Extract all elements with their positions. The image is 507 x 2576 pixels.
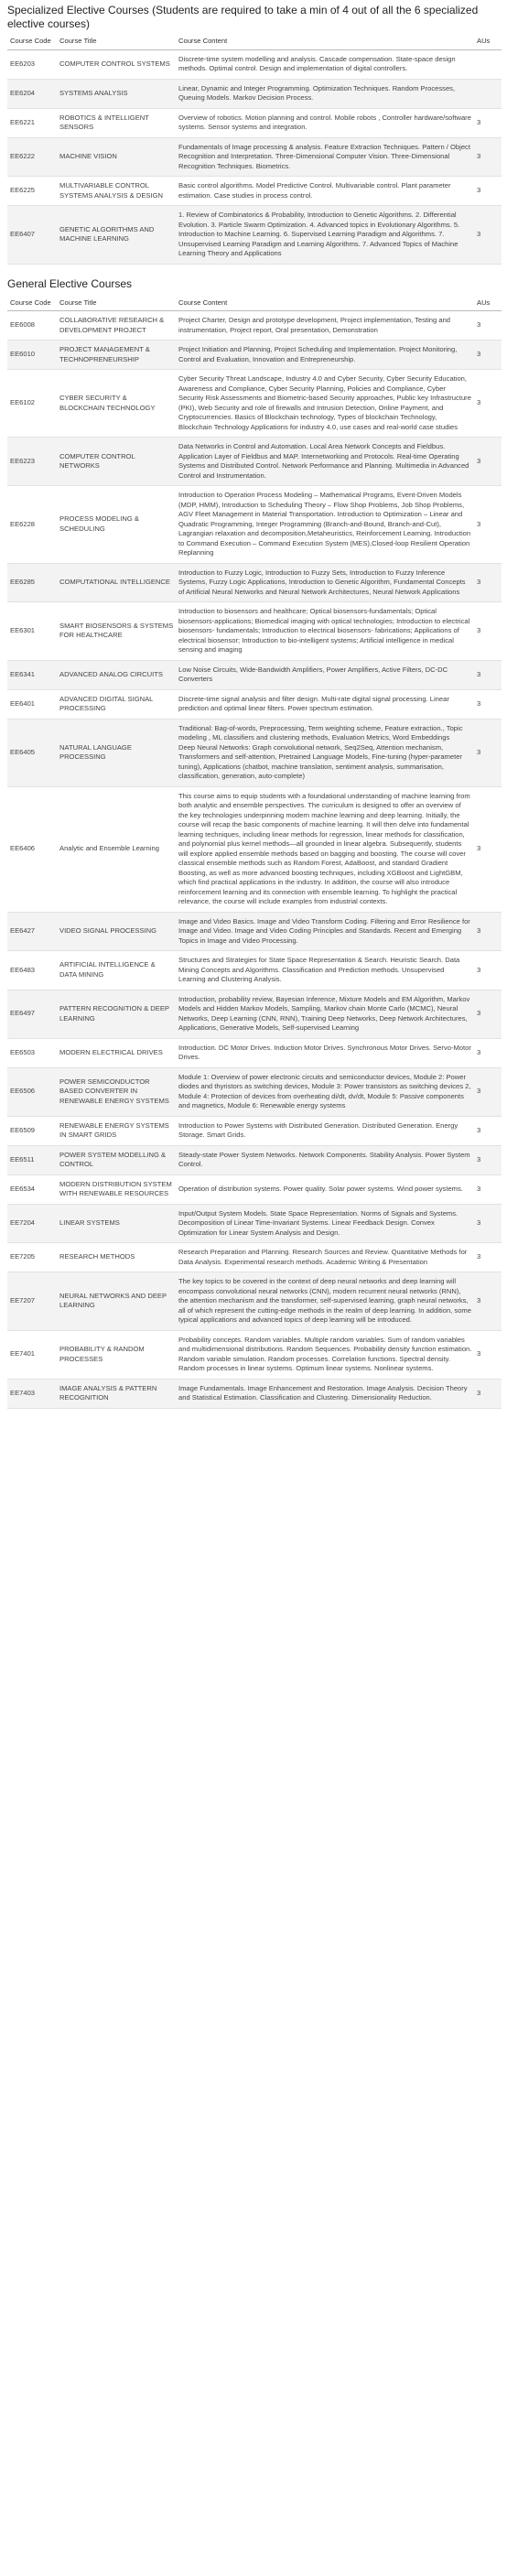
table-row [7, 660, 502, 689]
course-content-cell: Data Networks in Control and Automation. Local Area Network Concepts and Fieldbus. Application Layer of Fieldbus and MAP. Internetworking and Protocols. Real-time Operating Systems and Distributed Control. Network Performance and Planning. Multimedia in Advanced Control and Instrumentation. [176, 438, 474, 486]
course-title-cell: NEURAL NETWORKS AND DEEP LEARNING [57, 1272, 176, 1331]
course-content-cell: Low Noise Circuits, Wide-Bandwidth Amplifiers, Power Amplifiers, Active Filters, DC-DC Converters [176, 660, 474, 689]
course-code-cell: EE6301 [7, 602, 57, 661]
table-header-row [7, 35, 502, 49]
table-row [7, 1272, 502, 1331]
course-code-cell: EE6511 [7, 1145, 57, 1174]
course-code-cell: EE6228 [7, 486, 57, 564]
course-code-cell: EE6203 [7, 49, 57, 79]
course-title-cell: PROCESS MODELING & SCHEDULING [57, 486, 176, 564]
course-content-cell: Image Fundamentals. Image Enhancement and Restoration. Image Analysis. Decision Theory and Statistical Estimation. Classification and Clustering. Dimensionality Reduction. [176, 1379, 474, 1408]
table-row [7, 563, 502, 602]
course-title-cell: CYBER SECURITY & BLOCKCHAIN TECHNOLOGY [57, 370, 176, 438]
course-title-cell: MODERN ELECTRICAL DRIVES [57, 1038, 176, 1067]
course-aus-cell: 3 [474, 486, 502, 564]
header-course-title: Course Title [57, 35, 176, 49]
course-code-cell: EE6401 [7, 689, 57, 719]
table-row [7, 689, 502, 719]
table-row [7, 1330, 502, 1379]
course-code-cell: EE6010 [7, 341, 57, 370]
course-aus-cell: 3 [474, 719, 502, 786]
course-code-cell: EE7401 [7, 1330, 57, 1379]
course-code-cell: EE7204 [7, 1204, 57, 1243]
course-code-cell: EE6503 [7, 1038, 57, 1067]
course-aus-cell: 3 [474, 177, 502, 206]
course-content-cell: Project Initiation and Planning, Project Scheduling and Implementation. Project Monitoring, Control and Evaluation, Innovation and Entrepreneurship. [176, 341, 474, 370]
course-content-cell: Structures and Strategies for State Space Representation & Search. Heuristic Search. Data Mining Concepts and Algorithms. Classification and Prediction methods. Unsupervised Learning and Clustering Analysis. [176, 951, 474, 990]
specialized-electives-body [7, 49, 502, 264]
course-aus-cell: 3 [474, 912, 502, 951]
table-row [7, 1204, 502, 1243]
course-code-cell: EE6225 [7, 177, 57, 206]
table-row [7, 1379, 502, 1408]
course-code-cell: EE6008 [7, 311, 57, 341]
course-title-cell: ADVANCED DIGITAL SIGNAL PROCESSING [57, 689, 176, 719]
table-row [7, 1116, 502, 1145]
course-aus-cell: 3 [474, 1379, 502, 1408]
table-row [7, 438, 502, 486]
header-course-content: Course Content [176, 297, 474, 311]
course-content-cell: Introduction. DC Motor Drives. Induction Motor Drives. Synchronous Motor Drives. Servo-Motor Drives. [176, 1038, 474, 1067]
course-content-cell: Discrete-time signal analysis and filter design. Multi-rate digital signal processing. Linear prediction and optimal linear filters. Power spectrum estimation. [176, 689, 474, 719]
course-aus-cell: 3 [474, 786, 502, 912]
table-row [7, 719, 502, 786]
course-aus-cell: 3 [474, 1272, 502, 1331]
course-title-cell: PATTERN RECOGNITION & DEEP LEARNING [57, 990, 176, 1038]
general-electives-table [7, 297, 502, 1409]
course-title-cell: POWER SYSTEM MODELLING & CONTROL [57, 1145, 176, 1174]
course-aus-cell [474, 49, 502, 79]
course-code-cell: EE7205 [7, 1243, 57, 1272]
table-row [7, 341, 502, 370]
course-aus-cell: 3 [474, 1243, 502, 1272]
course-title-cell: COMPUTER CONTROL NETWORKS [57, 438, 176, 486]
course-code-cell: EE6534 [7, 1174, 57, 1204]
table-row [7, 990, 502, 1038]
general-electives-body [7, 311, 502, 1409]
course-code-cell: EE6405 [7, 719, 57, 786]
course-title-cell: SYSTEMS ANALYSIS [57, 79, 176, 108]
course-code-cell: EE6497 [7, 990, 57, 1038]
course-code-cell: EE6406 [7, 786, 57, 912]
course-code-cell: EE6204 [7, 79, 57, 108]
table-row [7, 206, 502, 265]
course-content-cell: The key topics to be covered in the context of deep neural networks and deep learning will encompass convolutional neural networks (CNN), modern recurrent neural networks (RNN), the attention mechanism and the transformer, self-supervised learning, graph neural networks, all of which represent the cutting-edge methods in the realm of deep learning. In addition, some typical applications and advanced topics of deep learning will be introduced. [176, 1272, 474, 1331]
table-row [7, 370, 502, 438]
header-aus: AUs [474, 297, 502, 311]
course-code-cell: EE6223 [7, 438, 57, 486]
table-row [7, 1243, 502, 1272]
course-title-cell: ARTIFICIAL INTELLIGENCE & DATA MINING [57, 951, 176, 990]
table-row [7, 912, 502, 951]
course-content-cell: Linear, Dynamic and Integer Programming. Optimization Techniques. Random Processes, Queuing Models. Markov Decision Process. [176, 79, 474, 108]
course-content-cell: 1. Review of Combinatorics & Probability, Introduction to Genetic Algorithms. 2. Differential Evolution. 3. Particle Swarm Optimization. 4. Advanced topics in Evolutionary Algorithms. 5. Introduction to Machine Learning. 6. Supervised Learning Paradigm and Algorithms. 7. Unsupervised Learning Paradigm and Learning Algorithms. 7. Advanced Topics of Machine Learning Theory and Applications [176, 206, 474, 265]
table-row [7, 1174, 502, 1204]
course-title-cell: NATURAL LANGUAGE PROCESSING [57, 719, 176, 786]
course-content-cell: Input/Output System Models. State Space Representation. Norms of Signals and Systems. Decomposition of Linear Time-Invariant Systems. Linear Feedback Design. Convex Optimization for Linear System Analysis and Design. [176, 1204, 474, 1243]
course-title-cell: VIDEO SIGNAL PROCESSING [57, 912, 176, 951]
header-aus: AUs [474, 35, 502, 49]
course-aus-cell: 3 [474, 341, 502, 370]
course-aus-cell: 3 [474, 206, 502, 265]
specialized-electives-table [7, 35, 502, 265]
specialized-electives-heading: Specialized Elective Courses (Students are required to take a min of 4 out of all the 6 specialized elective courses) [7, 4, 479, 30]
course-title-cell: MODERN DISTRIBUTION SYSTEM WITH RENEWABLE RESOURCES [57, 1174, 176, 1204]
course-title-cell: MACHINE VISION [57, 137, 176, 177]
course-aus-cell: 3 [474, 990, 502, 1038]
course-title-cell: PROBABILITY & RANDOM PROCESSES [57, 1330, 176, 1379]
course-code-cell: EE6427 [7, 912, 57, 951]
course-aus-cell: 3 [474, 563, 502, 602]
course-code-cell: EE6102 [7, 370, 57, 438]
course-content-cell: This course aims to equip students with a foundational understanding of machine learning from both analytic and ensemble perspectives. The curriculum is designed to offer an overview of the key technologies underpinning modern machine learning and deep learning. Initially, the course will recap the basic components of machine learning. It will then delve into fundamental learning techniques, including linear methods for regression, linear methods for classification, and polynomial plus kernel methods—all grounded in linear algebra. Subsequently, students will explore applied ensemble methods based on bagging and boosting. The course will cover classical ensemble methods such as Random Forest, AdaBoost, and standard Gradient Boosting, as well as more advanced boosting techniques, including XGBoost and LightGBM, which find practical applications in the industry. In addition, the course will also introduce reinforcement learning and its connection with ensemble learning. To highlight the practical relevance, the course will include examples from industrial contexts. [176, 786, 474, 912]
course-title-cell: MULTIVARIABLE CONTROL SYSTEMS ANALYSIS & DESIGN [57, 177, 176, 206]
course-aus-cell: 3 [474, 311, 502, 341]
course-title-cell: RESEARCH METHODS [57, 1243, 176, 1272]
course-aus-cell: 3 [474, 689, 502, 719]
course-title-cell: COMPUTATIONAL INTELLIGENCE [57, 563, 176, 602]
course-content-cell: Introduction to Power Systems with Distributed Generation. Distributed Generation. Energy Storage. Smart Grids. [176, 1116, 474, 1145]
course-content-cell: Introduction to biosensors and healthcare; Optical biosensors-fundamentals; Optical biosensors-applications; Biomedical imaging with optical technologies; Introduction to electrical biosensors- fundamentals; Introduction to electrical biosensors- fabrications; Applications of electrical biosensor; Introduction to bio-intelligent systems; Artificial intelligence in medical sensing and imaging [176, 602, 474, 661]
course-code-cell: EE6285 [7, 563, 57, 602]
course-content-cell: Overview of robotics. Motion planning and control. Mobile robots , Controller hardware/software systems. Sensor systems and integration. [176, 108, 474, 137]
course-content-cell: Image and Video Basics. Image and Video Transform Coding. Filtering and Error Resilience for Image and Video. Image and Video Coding Principles and Standards. Recent and Emerging Topics in Image and Video Processing. [176, 912, 474, 951]
course-title-cell: SMART BIOSENSORS & SYSTEMS FOR HEALTHCARE [57, 602, 176, 661]
course-code-cell: EE6341 [7, 660, 57, 689]
course-aus-cell: 3 [474, 1145, 502, 1174]
course-title-cell: ROBOTICS & INTELLIGENT SENSORS [57, 108, 176, 137]
course-title-cell: ADVANCED ANALOG CIRCUITS [57, 660, 176, 689]
course-content-cell: Fundamentals of Image processing & analysis. Feature Extraction Techniques. Pattern / Object Recognition and Interpretation. Three-Dimensional Computer Vision. Three-Dimensional Recognition Techniques. Biometrics. [176, 137, 474, 177]
course-content-cell: Project Charter, Design and prototype development, Project implementation, Testing and instrumentation, Project report, Oral presentation, Demonstration [176, 311, 474, 341]
course-title-cell: Analytic and Ensemble Learning [57, 786, 176, 912]
header-course-code: Course Code [7, 297, 57, 311]
course-aus-cell: 3 [474, 438, 502, 486]
course-content-cell: Introduction to Operation Process Modeling – Mathematical Programs, Event-Driven Models (MDP, HMM), Introduction to Scheduling Theory – Flow Shop Problems, Job Shop Problems, AGV Fleet Management in Material Transportation. Introduction to Optimization – Linear and Quadratic Programming, Integer Programming (Branch-and-Bound, Branch-and-Cut), Lagrangian relaxation and decomposition,Metaheuristics, Reinforcement Learning. Introduction to Command Execution – Command Execution System (MES),Closed-loop Resilient Operation Replanning [176, 486, 474, 564]
course-code-cell: EE7403 [7, 1379, 57, 1408]
table-row [7, 311, 502, 341]
table-row [7, 951, 502, 990]
table-row [7, 1038, 502, 1067]
course-title-cell: POWER SEMICONDUCTOR BASED CONVERTER IN RENEWABLE ENERGY SYSTEMS [57, 1067, 176, 1116]
course-aus-cell: 3 [474, 1067, 502, 1116]
course-aus-cell: 3 [474, 370, 502, 438]
course-title-cell: GENETIC ALGORITHMS AND MACHINE LEARNING [57, 206, 176, 265]
course-content-cell: Probability concepts. Random variables. Multiple random variables. Sum of random variables and multidimensional distributions. Random Sequences. Probability density function estimation. Random variable simulation. Random processes. Correlation functions. Spectral density. Random processes in linear systems. Optimum linear systems. Nonlinear systems. [176, 1330, 474, 1379]
course-title-cell: IMAGE ANALYSIS & PATTERN RECOGNITION [57, 1379, 176, 1408]
table-row [7, 137, 502, 177]
course-content-cell: Introduction to Fuzzy Logic, Introduction to Fuzzy Sets, Introduction to Fuzzy Inference Systems, Fuzzy Logic Applications, Introduction to Genetic Algorithm, Fundamental Concepts of Artificial Neural Networks and Neural Network Architectures, Neural Network Applications [176, 563, 474, 602]
course-content-cell: Introduction, probability review, Bayesian Inference, Mixture Models and EM Algorithm, Markov Models and Hidden Markov Models, Sampling, Markov chain Monte Carlo (MCMC), Neural Networks, Deep Learning (CNN, RNN), Training Deep Networks, Deep Network Architectures, Applications, Generative Models, Self-supervised Learning [176, 990, 474, 1038]
course-code-cell: EE6506 [7, 1067, 57, 1116]
course-title-cell: LINEAR SYSTEMS [57, 1204, 176, 1243]
table-row [7, 786, 502, 912]
course-aus-cell: 3 [474, 1116, 502, 1145]
table-row [7, 79, 502, 108]
header-course-code: Course Code [7, 35, 57, 49]
course-code-cell: EE6222 [7, 137, 57, 177]
course-code-cell: EE6407 [7, 206, 57, 265]
course-aus-cell [474, 79, 502, 108]
table-row [7, 177, 502, 206]
table-row [7, 108, 502, 137]
course-aus-cell: 3 [474, 108, 502, 137]
course-content-cell: Operation of distribution systems. Power quality. Solar power systems. Wind power systems. [176, 1174, 474, 1204]
course-content-cell: Research Preparation and Planning. Research Sources and Review. Quantitative Methods for Data Analysis. Experimental research methods. Academic Writing & Presentation [176, 1243, 474, 1272]
course-aus-cell: 3 [474, 602, 502, 661]
table-header-row [7, 297, 502, 311]
course-content-cell: Traditional: Bag-of-words, Preprocessing, Term weighting scheme, Feature extraction., Topic modeling , ML classifiers and clustering methods, Evaluation Metrics, Word Embeddings Deep Neural Networks: Graph convolutional network, Seq2Seq, Attention mechanism, Transformers and self-attention, Pretrained Language Models, Fine-tuning (hyper-parameter tuning), Applications (chatbot, machine translation, sentiment analysis, summarisation, classification, generation, auto-complete) [176, 719, 474, 786]
course-aus-cell: 3 [474, 951, 502, 990]
table-row [7, 602, 502, 661]
course-aus-cell: 3 [474, 1330, 502, 1379]
course-content-cell: Module 1: Overview of power electronic circuits and semiconductor devices, Module 2: Power diodes and thyristors as switching devices, Module 3: Power transistors as switching devices 2, Module 4: Protection of devices from overheating di/dt, dv/dt, Module 5: Passive components and magnetics, Module 6: Renewable energy systems [176, 1067, 474, 1116]
course-aus-cell: 3 [474, 1174, 502, 1204]
course-aus-cell: 3 [474, 660, 502, 689]
course-aus-cell: 3 [474, 1038, 502, 1067]
course-aus-cell: 3 [474, 137, 502, 177]
course-aus-cell: 3 [474, 1204, 502, 1243]
course-code-cell: EE7207 [7, 1272, 57, 1331]
general-electives-heading: General Elective Courses [7, 276, 133, 290]
course-title-cell: COMPUTER CONTROL SYSTEMS [57, 49, 176, 79]
table-row [7, 486, 502, 564]
table-row [7, 1067, 502, 1116]
course-code-cell: EE6221 [7, 108, 57, 137]
table-row [7, 1145, 502, 1174]
table-row [7, 49, 502, 79]
header-course-content: Course Content [176, 35, 474, 49]
header-course-title: Course Title [57, 297, 176, 311]
course-code-cell: EE6483 [7, 951, 57, 990]
course-code-cell: EE6509 [7, 1116, 57, 1145]
course-content-cell: Cyber Security Threat Landscape, Industry 4.0 and Cyber Security, Cyber Security Education, Awareness and Compliance, Cyber Security Planning, Policies and Compliance, Cyber Security Risk Assessments and Biometric-based Security approaches, Public key Infrastructure (PKI), Web Security and role of firewalls and Intrusion Detection, Online Payment, and Cryptocurrencies. Basics of Blockchain technology, Types of blockchain Technology, Blockchain Technology Applications for industry 4.0, use cases and real-world case studies [176, 370, 474, 438]
course-content-cell: Discrete-time system modelling and analysis. Cascade compensation. State-space design methods. Optimal control. Design and implementation of digital controllers. [176, 49, 474, 79]
course-title-cell: COLLABORATIVE RESEARCH & DEVELOPMENT PROJECT [57, 311, 176, 341]
course-content-cell: Steady-state Power System Networks. Network Components. Stability Analysis. Power System Control. [176, 1145, 474, 1174]
course-title-cell: RENEWABLE ENERGY SYSTEMS IN SMART GRIDS [57, 1116, 176, 1145]
course-title-cell: PROJECT MANAGEMENT & TECHNOPRENEURSHIP [57, 341, 176, 370]
course-content-cell: Basic control algorithms. Model Predictive Control. Multivariable control. Plant parameter estimation. Case studies in process control. [176, 177, 474, 206]
